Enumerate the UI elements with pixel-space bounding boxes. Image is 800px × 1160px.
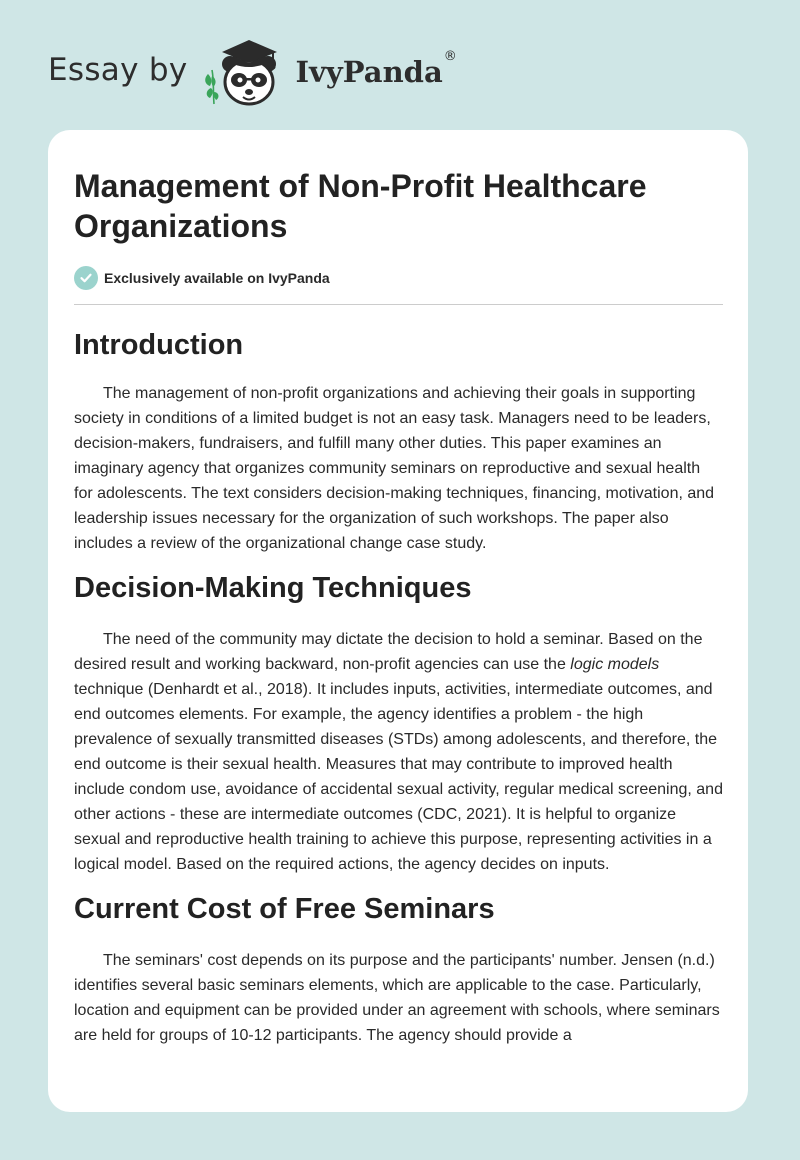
essay-content [74, 166, 723, 1048]
paragraph-text: technique (Denhardt et al., 2018). It includes inputs, activities, intermediate outcomes, and end outcomes elements. For example, the agency identifies a problem - the high prevalence of sexually transmitted diseases (STDs) among adolescents, and therefore, the end outcome is their sexual health. Measures that may contribute to improved health include condom use, avoidance of accidental sexual activity, regular medical screening, and other actions - these are intermediate outcomes (CDC, 2021). It is helpful to organize sexual and reproductive health training to achieve this purpose, representing activities in a logical model. Based on the required actions, the agency decides on inputs. [74, 681, 723, 873]
brand-name[interactable]: IvyPanda® [295, 49, 457, 89]
section-paragraph-seminar-cost: The seminars' cost depends on its purpose and the participants' number. Jensen (n.d.) identifies several basic seminars elements, which are applicable to the case. Particularly, location and equipment can be provided under an agreement with schools, where seminars are held for groups of 10-12 participants. The agency should provide a [74, 952, 720, 1044]
section-paragraph-introduction: The management of non-profit organizations and achieving their goals in supporting society in conditions of a limited budget is not an easy task. Managers need to be leaders, decision-makers, fundraisers, and fulfill many other duties. This paper examines an imaginary agency that organizes community seminars on reproductive and sexual health for adolescents. The text considers decision-making techniques, financing, motivation, and leadership issues necessary for the organization of such workshops. The paper also includes a review of the organizational change case study. [74, 385, 715, 552]
panda-logo-icon[interactable] [202, 30, 290, 110]
section-heading-seminar-cost: Current Cost of Free Seminars [74, 893, 495, 925]
emphasized-term: logic models [570, 656, 660, 673]
exclusive-label: Exclusively available on IvyPanda [104, 270, 330, 286]
exclusive-badge [74, 266, 723, 305]
page-title: Management of Non-Profit Healthcare Organizations [74, 168, 647, 244]
registered-mark: ® [443, 49, 457, 64]
brand-prefix: Essay by [48, 52, 188, 88]
section-paragraph-decision-making [74, 627, 723, 877]
check-icon [74, 266, 98, 290]
site-header [48, 30, 456, 110]
paragraph-text: The need of the community may dictate the decision to hold a seminar. Based on the desired result and working backward, non-profit agencies can use the [74, 631, 703, 673]
section-heading-decision-making: Decision-Making Techniques [74, 572, 472, 604]
section-heading-introduction: Introduction [74, 329, 244, 361]
essay-card [48, 130, 748, 1112]
